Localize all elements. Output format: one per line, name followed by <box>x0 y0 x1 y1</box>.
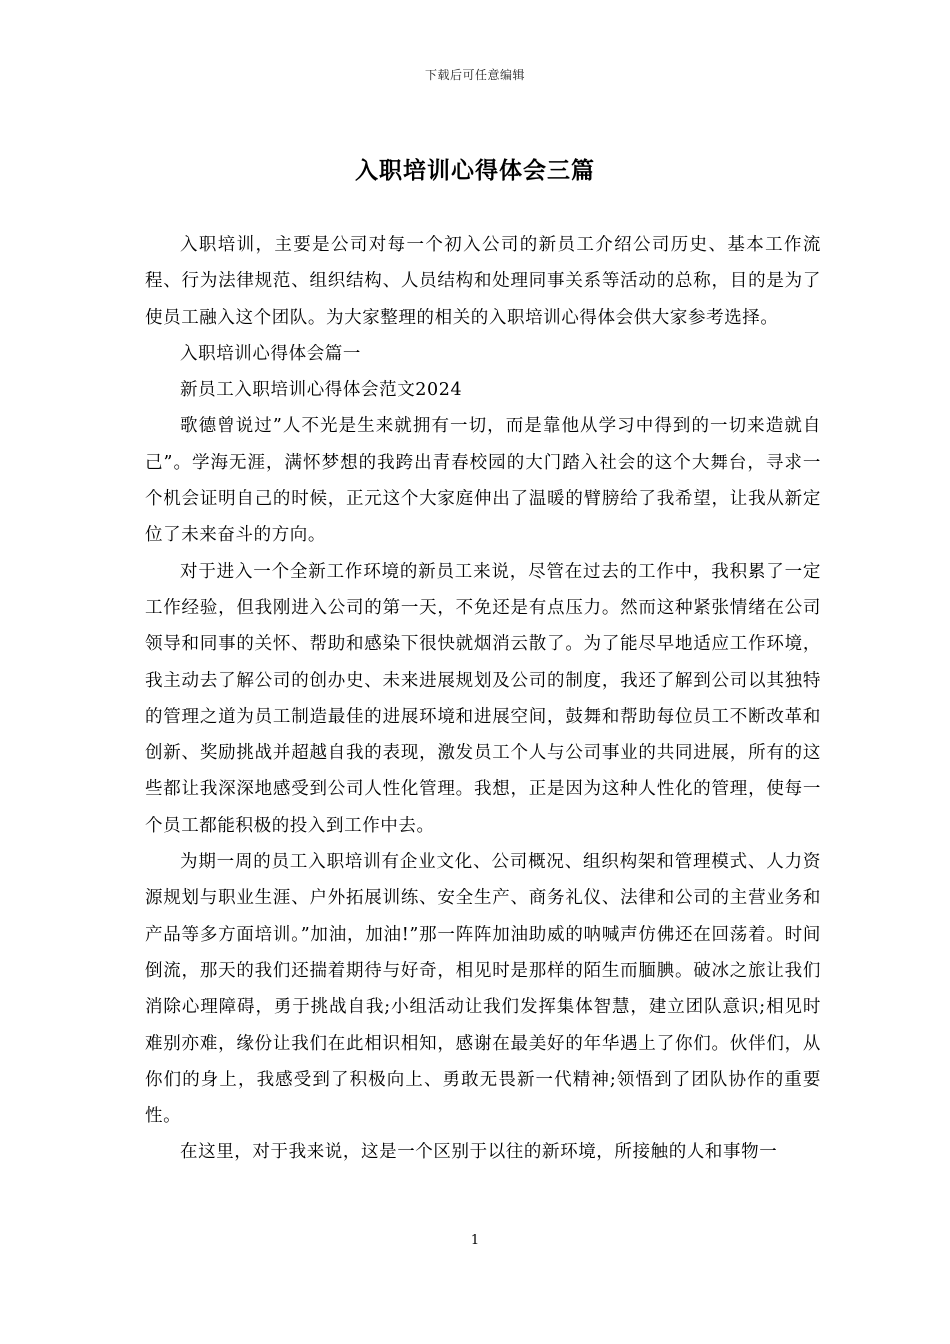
document-body <box>145 227 821 1171</box>
document-title: 入职培训心得体会三篇 <box>355 157 595 184</box>
section-heading: 入职培训心得体会篇一 <box>180 343 361 364</box>
paragraph-continued: 在这里，对于我来说，这是一个区别于以往的新环境，所接触的人和事物一 <box>180 1142 778 1163</box>
header-note: 下载后可任意编辑 <box>424 68 525 82</box>
paragraph-training-week: 为期一周的员工入职培训有企业文化、公司概况、组织构架和管理模式、人力资源规划与职业生涯、户外拓展训练、安全生产、商务礼仪、法律和公司的主营业务和产品等多方面培训。”加油，加油!”那一阵阵加油助威的呐喊声仿佛还在回荡着。时间倒流，那天的我们还揣着期待与好奇，相见时是那样的陌生而腼腆。破冰之旅让我们消除心理障碍，勇于挑战自我;小组活动让我们发挥集体智慧，建立团队意识;相见时难别亦难，缘份让我们在此相识相知，感谢在最美好的年华遇上了你们。伙伴们，从你们的身上，我感受到了积极向上、勇敢无畏新一代精神;领悟到了团队协作的重要性。 <box>145 852 821 1127</box>
paragraph-intro: 入职培训，主要是公司对每一个初入公司的新员工介绍公司历史、基本工作流程、行为法律规范、组织结构、人员结构和处理同事关系等活动的总称，目的是为了使员工融入这个团队。为大家整理的相关的入职培训心得体会供大家参考选择。 <box>145 235 821 328</box>
subsection-heading: 新员工入职培训心得体会范文2024 <box>180 380 463 401</box>
paragraph-goethe-quote: 歌德曾说过”人不光是生来就拥有一切，而是靠他从学习中得到的一切来造就自己”。学海无涯，满怀梦想的我跨出青春校园的大门踏入社会的这个大舞台，寻求一个机会证明自己的时候，正元这个大家庭伸出了温暖的臂膀给了我希望，让我从新定位了未来奋斗的方向。 <box>145 416 821 546</box>
paragraph-new-environment: 对于进入一个全新工作环境的新员工来说，尽管在过去的工作中，我积累了一定工作经验，但我刚进入公司的第一天，不免还是有点压力。然而这种紧张情绪在公司领导和同事的关怀、帮助和感染下很快就烟消云散了。为了能尽早地适应工作环境，我主动去了解公司的创办史、未来进展规划及公司的制度，我还了解到公司以其独特的管理之道为员工制造最佳的进展环境和进展空间，鼓舞和帮助每位员工不断改革和创新、奖励挑战并超越自我的表现，激发员工个人与公司事业的共同进展，所有的这些都让我深深地感受到公司人性化管理。我想，正是因为这种人性化的管理，使每一个员工都能积极的投入到工作中去。 <box>145 561 821 836</box>
page-number: 1 <box>470 1233 480 1248</box>
